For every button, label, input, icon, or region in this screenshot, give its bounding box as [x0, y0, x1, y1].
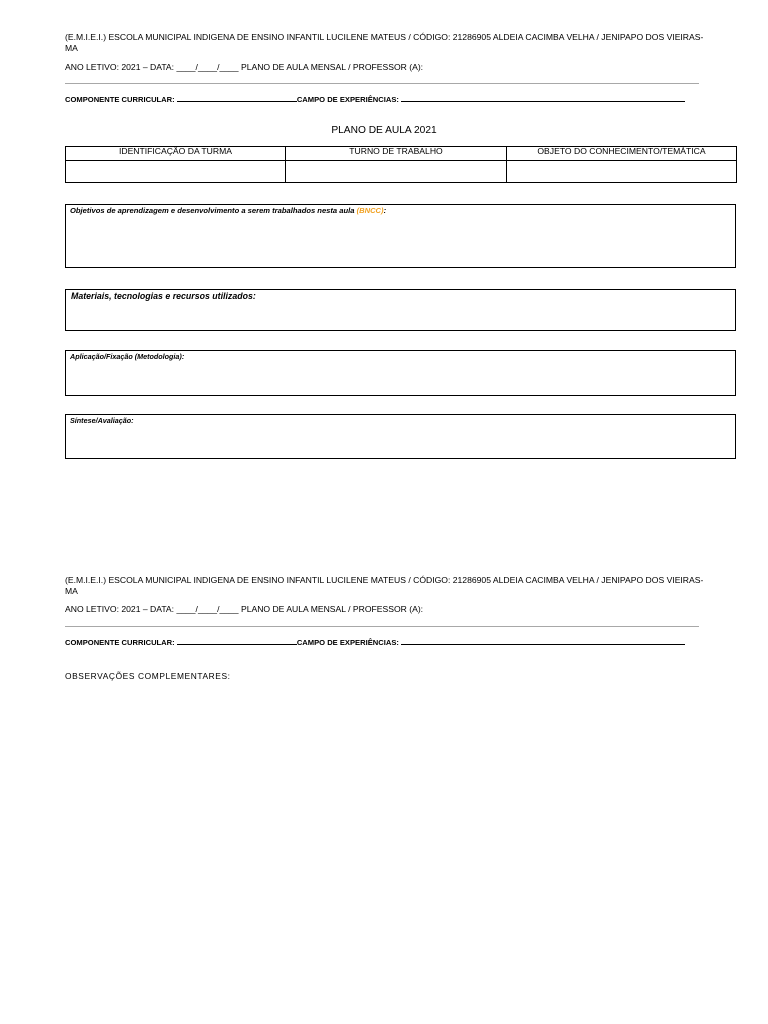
divider [65, 83, 699, 84]
table-row [66, 161, 737, 183]
bncc-tag: (BNCC) [356, 206, 384, 215]
campo-blank[interactable] [401, 636, 685, 645]
year-line: ANO LETIVO: 2021 – DATA: ____/____/____ PLANO DE AULA MENSAL / PROFESSOR (A): [65, 604, 424, 614]
sintese-label: Síntese/Avaliação: [70, 416, 134, 425]
aplicacao-box[interactable] [65, 350, 736, 396]
curriculum-line [65, 93, 685, 104]
componente-blank[interactable] [177, 636, 297, 645]
objetivos-box[interactable] [65, 204, 736, 268]
table-header-row [66, 147, 737, 161]
campo-label: CAMPO DE EXPERIÊNCIAS: [296, 638, 399, 647]
header-turno: TURNO DE TRABALHO [286, 147, 507, 161]
curriculum-line [65, 636, 685, 647]
year-line: ANO LETIVO: 2021 – DATA: ____/____/____ PLANO DE AULA MENSAL / PROFESSOR (A): [65, 62, 424, 72]
header-objeto: OBJETO DO CONHECIMENTO/TEMÁTICA [507, 147, 737, 161]
lesson-plan-sheet [0, 0, 768, 470]
plan-title: PLANO DE AULA 2021 [331, 125, 437, 136]
objetivos-label [70, 206, 386, 215]
objetivos-text: Objetivos de aprendizagem e desenvolvimento a serem trabalhados nesta aula [70, 206, 355, 215]
cell-turno[interactable] [286, 161, 507, 183]
identification-table [65, 146, 737, 183]
campo-blank[interactable] [401, 93, 685, 102]
objetivos-colon: : [383, 206, 387, 215]
observacoes-label: OBSERVAÇÕES COMPLEMENTARES: [65, 671, 231, 681]
campo-label: CAMPO DE EXPERIÊNCIAS: [296, 95, 399, 104]
componente-blank[interactable] [177, 93, 297, 102]
materiais-label: Materiais, tecnologias e recursos utilizados: [71, 291, 256, 301]
materiais-box[interactable] [65, 289, 736, 331]
school-header: (E.M.I.E.I.) ESCOLA MUNICIPAL INDIGENA DE ENSINO INFANTIL LUCILENE MATEUS / CÓDIGO: 21286905 ALDEIA CACIMBA VELHA / JENIPAPO DOS VIEIRAS-MA [65, 32, 704, 53]
aplicacao-label: Aplicação/Fixação (Metodologia): [70, 352, 185, 361]
cell-turma[interactable] [66, 161, 286, 183]
header-turma: IDENTIFICAÇÃO DA TURMA [66, 147, 286, 161]
school-header: (E.M.I.E.I.) ESCOLA MUNICIPAL INDIGENA DE ENSINO INFANTIL LUCILENE MATEUS / CÓDIGO: 21286905 ALDEIA CACIMBA VELHA / JENIPAPO DOS VIEIRAS-MA [65, 575, 704, 596]
divider [65, 626, 699, 627]
sintese-box[interactable] [65, 414, 736, 459]
componente-label: COMPONENTE CURRICULAR: [65, 638, 175, 647]
componente-label: COMPONENTE CURRICULAR: [65, 95, 175, 104]
cell-objeto[interactable] [507, 161, 737, 183]
